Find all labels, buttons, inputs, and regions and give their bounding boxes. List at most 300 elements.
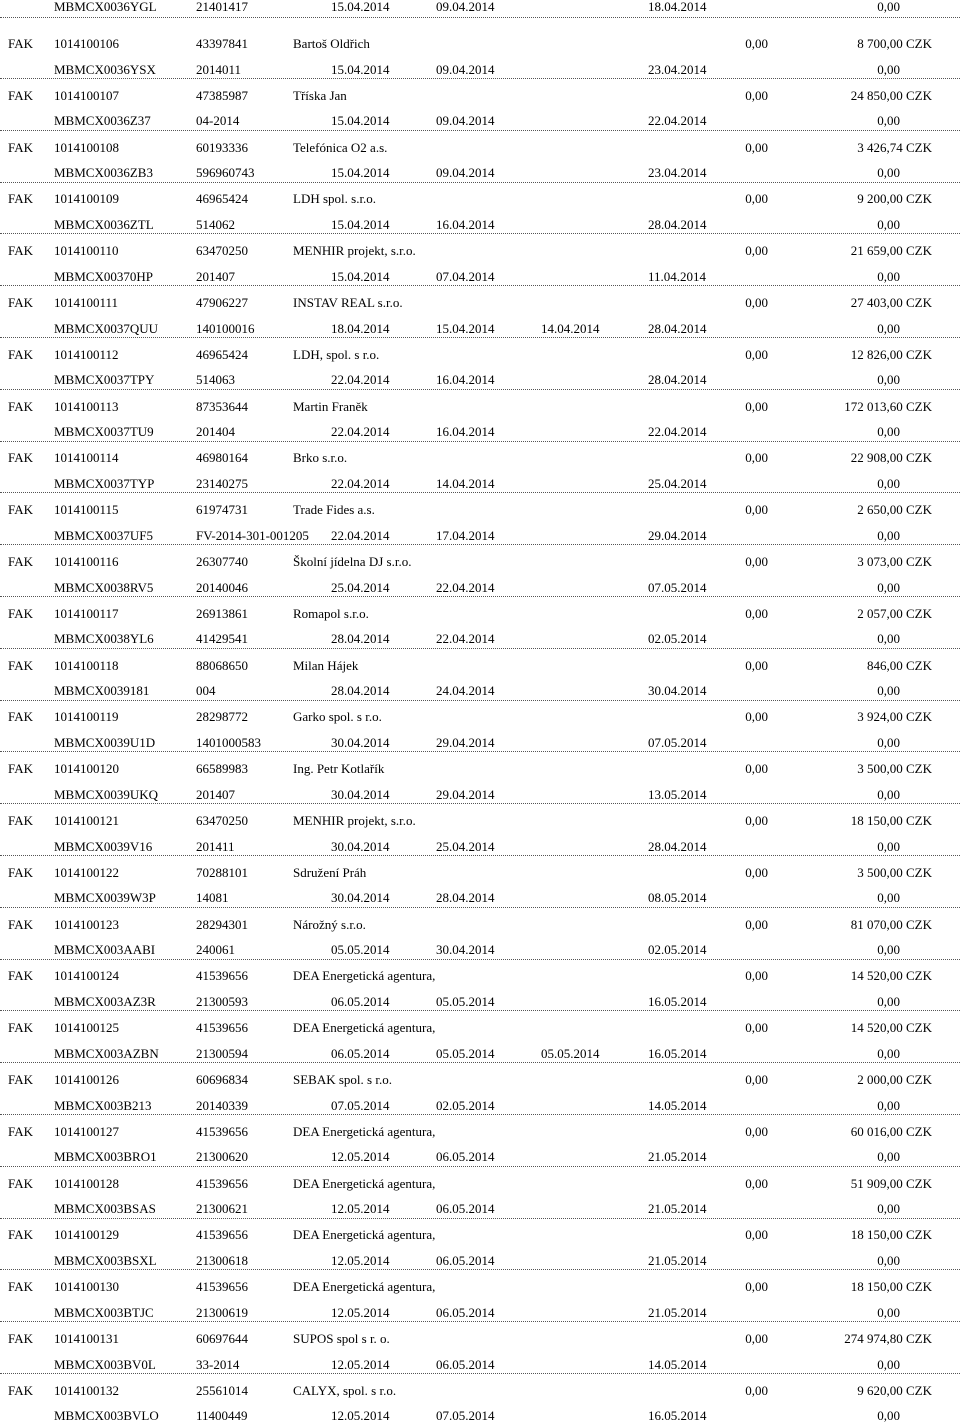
dotted-separator (0, 751, 960, 752)
dotted-separator (0, 1114, 960, 1115)
dotted-separator (0, 78, 960, 79)
document-number: 21300618 (196, 1253, 248, 1268)
bank-reference: MBMCX0037TPY (54, 372, 155, 387)
bank-reference: MBMCX003B213 (54, 1098, 152, 1113)
supplier-id: 25561014 (196, 1383, 248, 1398)
supplier-id: 63470250 (196, 243, 248, 258)
supplier-id: 46965424 (196, 191, 248, 206)
supplier-id: 41539656 (196, 1020, 248, 1035)
dotted-separator (0, 492, 960, 493)
invoice-header-row (0, 446, 960, 470)
invoice-header-row (0, 861, 960, 885)
dotted-separator (0, 700, 960, 701)
tax-date: 16.04.2014 (436, 372, 495, 387)
paid-amount: 0,00 (745, 88, 768, 103)
invoice-amount: 22 908,00 CZK (850, 450, 932, 465)
invoice-amount: 3 073,00 CZK (857, 554, 932, 569)
remaining-amount: 0,00 (877, 1253, 900, 1268)
tax-date: 14.04.2014 (436, 476, 495, 491)
invoice-amount: 18 150,00 CZK (850, 1279, 932, 1294)
bank-reference: MBMCX003BTJC (54, 1305, 154, 1320)
remaining-amount: 0,00 (877, 839, 900, 854)
bank-reference: MBMCX003AZBN (54, 1046, 159, 1061)
remaining-amount: 0,00 (877, 1201, 900, 1216)
invoice-number: 1014100106 (54, 36, 119, 51)
invoice-header-row (0, 32, 960, 56)
supplier-name: Bartoš Oldřich (293, 36, 370, 51)
document-type: FAK (8, 1124, 34, 1139)
document-number: 201411 (196, 839, 235, 854)
invoice-number: 1014100107 (54, 88, 119, 103)
receipt-date: 14.04.2014 (541, 321, 600, 336)
document-number: 201407 (196, 269, 235, 284)
paid-amount: 0,00 (745, 502, 768, 517)
tax-date: 06.05.2014 (436, 1357, 495, 1372)
document-number: 04-2014 (196, 113, 240, 128)
remaining-amount: 0,00 (877, 1305, 900, 1320)
document-number: 33-2014 (196, 1357, 240, 1372)
remaining-amount: 0,00 (877, 890, 900, 905)
supplier-id: 47906227 (196, 295, 248, 310)
invoice-amount: 2 650,00 CZK (857, 502, 932, 517)
remaining-amount: 0,00 (877, 683, 900, 698)
paid-amount: 0,00 (745, 1383, 768, 1398)
invoice-amount: 846,00 CZK (867, 658, 932, 673)
invoice-amount: 21 659,00 CZK (850, 243, 932, 258)
paid-amount: 0,00 (745, 243, 768, 258)
bank-reference: MBMCX0037UF5 (54, 528, 153, 543)
supplier-name: MENHIR projekt, s.r.o. (293, 813, 416, 828)
invoice-header-row (0, 1223, 960, 1247)
due-date: 07.05.2014 (648, 580, 707, 595)
paid-amount: 0,00 (745, 658, 768, 673)
tax-date: 25.04.2014 (436, 839, 495, 854)
issue-date: 15.04.2014 (331, 217, 390, 232)
issue-date: 30.04.2014 (331, 787, 390, 802)
document-number: 21401417 (196, 0, 248, 14)
paid-amount: 0,00 (745, 1124, 768, 1139)
invoice-number: 1014100108 (54, 140, 119, 155)
supplier-name: CALYX, spol. s r.o. (293, 1383, 397, 1398)
tax-date: 06.05.2014 (436, 1253, 495, 1268)
invoice-amount: 27 403,00 CZK (850, 295, 932, 310)
invoice-number: 1014100113 (54, 399, 119, 414)
invoice-number: 1014100112 (54, 347, 119, 362)
due-date: 16.05.2014 (648, 1046, 707, 1061)
invoice-header-row (0, 1172, 960, 1196)
paid-amount: 0,00 (745, 709, 768, 724)
tax-date: 22.04.2014 (436, 580, 495, 595)
invoice-header-row (0, 1379, 960, 1403)
due-date: 28.04.2014 (648, 372, 707, 387)
supplier-id: 43397841 (196, 36, 248, 51)
invoice-header-row (0, 136, 960, 160)
document-type: FAK (8, 36, 34, 51)
issue-date: 22.04.2014 (331, 372, 390, 387)
invoice-number: 1014100117 (54, 606, 119, 621)
document-type: FAK (8, 761, 34, 776)
invoice-header-row (0, 1016, 960, 1040)
supplier-name: SUPOS spol s r. o. (293, 1331, 390, 1346)
due-date: 28.04.2014 (648, 321, 707, 336)
due-date: 23.04.2014 (648, 62, 707, 77)
bank-reference: MBMCX003BRO1 (54, 1149, 157, 1164)
supplier-name: Martin Franěk (293, 399, 368, 414)
supplier-id: 60696834 (196, 1072, 248, 1087)
paid-amount: 0,00 (745, 1020, 768, 1035)
supplier-name: Trade Fides a.s. (293, 502, 375, 517)
tax-date: 16.04.2014 (436, 424, 495, 439)
bank-reference: MBMCX0036YSX (54, 62, 156, 77)
paid-amount: 0,00 (745, 968, 768, 983)
supplier-id: 41539656 (196, 1124, 248, 1139)
document-number: 21300620 (196, 1149, 248, 1164)
dotted-separator (0, 959, 960, 960)
invoice-number: 1014100131 (54, 1331, 119, 1346)
document-type: FAK (8, 1331, 34, 1346)
due-date: 21.05.2014 (648, 1201, 707, 1216)
document-number: 201407 (196, 787, 235, 802)
invoice-amount: 172 013,60 CZK (844, 399, 932, 414)
invoice-header-row (0, 1327, 960, 1351)
bank-reference: MBMCX003AZ3R (54, 994, 156, 1009)
bank-reference: MBMCX0036Z37 (54, 113, 151, 128)
bank-reference: MBMCX0037QUU (54, 321, 159, 336)
paid-amount: 0,00 (745, 865, 768, 880)
supplier-name: DEA Energetická agentura, (293, 1279, 436, 1294)
due-date: 18.04.2014 (648, 0, 707, 14)
document-number: 20140046 (196, 580, 248, 595)
document-type: FAK (8, 1383, 34, 1398)
invoice-header-row (0, 1068, 960, 1092)
bank-reference: MBMCX0038YL6 (54, 631, 154, 646)
tax-date: 24.04.2014 (436, 683, 495, 698)
issue-date: 06.05.2014 (331, 1046, 390, 1061)
dotted-separator (0, 1166, 960, 1167)
document-number: 596960743 (196, 165, 255, 180)
tax-date: 15.04.2014 (436, 321, 495, 336)
remaining-amount: 0,00 (877, 1098, 900, 1113)
invoice-amount: 3 500,00 CZK (857, 865, 932, 880)
document-type: FAK (8, 917, 34, 932)
document-type: FAK (8, 502, 34, 517)
bank-reference: MBMCX003BVLO (54, 1408, 159, 1423)
supplier-name: Milan Hájek (293, 658, 359, 673)
dotted-separator (0, 1373, 960, 1374)
issue-date: 15.04.2014 (331, 0, 390, 14)
issue-date: 12.05.2014 (331, 1149, 390, 1164)
dotted-separator (0, 337, 960, 338)
issue-date: 15.04.2014 (331, 165, 390, 180)
tax-date: 09.04.2014 (436, 62, 495, 77)
supplier-name: Tříska Jan (293, 88, 347, 103)
paid-amount: 0,00 (745, 36, 768, 51)
invoice-amount: 3 924,00 CZK (857, 709, 932, 724)
due-date: 02.05.2014 (648, 631, 707, 646)
tax-date: 29.04.2014 (436, 787, 495, 802)
bank-reference: MBMCX00370HP (54, 269, 153, 284)
tax-date: 09.04.2014 (436, 113, 495, 128)
bank-reference: MBMCX0036YGL (54, 0, 157, 14)
issue-date: 25.04.2014 (331, 580, 390, 595)
document-type: FAK (8, 1072, 34, 1087)
remaining-amount: 0,00 (877, 735, 900, 750)
invoice-number: 1014100116 (54, 554, 119, 569)
invoice-amount: 2 057,00 CZK (857, 606, 932, 621)
paid-amount: 0,00 (745, 606, 768, 621)
issue-date: 22.04.2014 (331, 424, 390, 439)
invoice-amount: 9 620,00 CZK (857, 1383, 932, 1398)
document-number: 240061 (196, 942, 235, 957)
invoice-number: 1014100129 (54, 1227, 119, 1242)
invoice-number: 1014100125 (54, 1020, 119, 1035)
supplier-name: Sdružení Práh (293, 865, 367, 880)
dotted-separator (0, 389, 960, 390)
issue-date: 22.04.2014 (331, 528, 390, 543)
invoice-number: 1014100120 (54, 761, 119, 776)
tax-date: 17.04.2014 (436, 528, 495, 543)
document-number: 2014011 (196, 62, 242, 77)
invoice-amount: 274 974,80 CZK (844, 1331, 932, 1346)
remaining-amount: 0,00 (877, 269, 900, 284)
invoice-header-row (0, 291, 960, 315)
invoice-amount: 18 150,00 CZK (850, 813, 932, 828)
issue-date: 12.05.2014 (331, 1305, 390, 1320)
supplier-name: DEA Energetická agentura, (293, 1227, 436, 1242)
invoice-amount: 51 909,00 CZK (850, 1176, 932, 1191)
remaining-amount: 0,00 (877, 0, 900, 14)
due-date: 22.04.2014 (648, 424, 707, 439)
tax-date: 06.05.2014 (436, 1149, 495, 1164)
invoice-number: 1014100109 (54, 191, 119, 206)
paid-amount: 0,00 (745, 140, 768, 155)
issue-date: 28.04.2014 (331, 683, 390, 698)
bank-reference: MBMCX0039UKQ (54, 787, 159, 802)
invoice-detail-row (0, 1404, 960, 1428)
invoice-header-row (0, 395, 960, 419)
document-type: FAK (8, 1279, 34, 1294)
document-number: 201404 (196, 424, 235, 439)
paid-amount: 0,00 (745, 1331, 768, 1346)
remaining-amount: 0,00 (877, 62, 900, 77)
tax-date: 06.05.2014 (436, 1201, 495, 1216)
tax-date: 09.04.2014 (436, 0, 495, 14)
invoice-header-row (0, 602, 960, 626)
supplier-id: 70288101 (196, 865, 248, 880)
dotted-separator (0, 233, 960, 234)
dotted-separator (0, 544, 960, 545)
due-date: 02.05.2014 (648, 942, 707, 957)
document-number: 1401000583 (196, 735, 261, 750)
bank-reference: MBMCX003BSXL (54, 1253, 157, 1268)
document-type: FAK (8, 191, 34, 206)
paid-amount: 0,00 (745, 813, 768, 828)
supplier-id: 63470250 (196, 813, 248, 828)
remaining-amount: 0,00 (877, 1149, 900, 1164)
invoice-header-row (0, 654, 960, 678)
invoice-number: 1014100128 (54, 1176, 119, 1191)
remaining-amount: 0,00 (877, 787, 900, 802)
tax-date: 09.04.2014 (436, 165, 495, 180)
invoice-header-row (0, 498, 960, 522)
supplier-id: 26913861 (196, 606, 248, 621)
dotted-separator (0, 441, 960, 442)
document-type: FAK (8, 295, 34, 310)
tax-date: 07.04.2014 (436, 269, 495, 284)
due-date: 08.05.2014 (648, 890, 707, 905)
invoice-header-row (0, 1120, 960, 1144)
invoice-amount: 24 850,00 CZK (850, 88, 932, 103)
issue-date: 18.04.2014 (331, 321, 390, 336)
invoice-number: 1014100132 (54, 1383, 119, 1398)
due-date: 21.05.2014 (648, 1305, 707, 1320)
issue-date: 28.04.2014 (331, 631, 390, 646)
paid-amount: 0,00 (745, 761, 768, 776)
paid-amount: 0,00 (745, 1227, 768, 1242)
document-type: FAK (8, 450, 34, 465)
supplier-id: 28298772 (196, 709, 248, 724)
dotted-separator (0, 182, 960, 183)
due-date: 11.04.2014 (648, 269, 707, 284)
document-type: FAK (8, 813, 34, 828)
remaining-amount: 0,00 (877, 994, 900, 1009)
invoice-amount: 8 700,00 CZK (857, 36, 932, 51)
tax-date: 30.04.2014 (436, 942, 495, 957)
invoice-number: 1014100121 (54, 813, 119, 828)
invoice-number: 1014100115 (54, 502, 119, 517)
invoice-header-row (0, 964, 960, 988)
remaining-amount: 0,00 (877, 217, 900, 232)
document-number: 140100016 (196, 321, 255, 336)
issue-date: 30.04.2014 (331, 839, 390, 854)
dotted-separator (0, 1062, 960, 1063)
paid-amount: 0,00 (745, 295, 768, 310)
invoice-amount: 81 070,00 CZK (850, 917, 932, 932)
tax-date: 29.04.2014 (436, 735, 495, 750)
invoice-header-row (0, 757, 960, 781)
bank-reference: MBMCX003BV0L (54, 1357, 156, 1372)
dotted-separator (0, 1010, 960, 1011)
document-type: FAK (8, 606, 34, 621)
tax-date: 06.05.2014 (436, 1305, 495, 1320)
invoice-number: 1014100122 (54, 865, 119, 880)
supplier-id: 41539656 (196, 1279, 248, 1294)
supplier-id: 66589983 (196, 761, 248, 776)
bank-reference: MBMCX0039W3P (54, 890, 156, 905)
invoice-header-row (0, 913, 960, 937)
remaining-amount: 0,00 (877, 476, 900, 491)
supplier-id: 87353644 (196, 399, 248, 414)
invoice-header-row (0, 809, 960, 833)
document-number: 21300593 (196, 994, 248, 1009)
bank-reference: MBMCX0036ZTL (54, 217, 154, 232)
supplier-id: 26307740 (196, 554, 248, 569)
paid-amount: 0,00 (745, 917, 768, 932)
invoice-amount: 14 520,00 CZK (850, 1020, 932, 1035)
supplier-id: 41539656 (196, 968, 248, 983)
invoice-number: 1014100130 (54, 1279, 119, 1294)
tax-date: 22.04.2014 (436, 631, 495, 646)
supplier-id: 61974731 (196, 502, 248, 517)
remaining-amount: 0,00 (877, 1046, 900, 1061)
issue-date: 30.04.2014 (331, 890, 390, 905)
due-date: 13.05.2014 (648, 787, 707, 802)
due-date: 21.05.2014 (648, 1253, 707, 1268)
supplier-id: 60697644 (196, 1331, 248, 1346)
due-date: 16.05.2014 (648, 1408, 707, 1423)
supplier-name: INSTAV REAL s.r.o. (293, 295, 403, 310)
issue-date: 12.05.2014 (331, 1201, 390, 1216)
supplier-name: Romapol s.r.o. (293, 606, 369, 621)
supplier-name: LDH spol. s.r.o. (293, 191, 377, 206)
paid-amount: 0,00 (745, 554, 768, 569)
supplier-id: 60193336 (196, 140, 248, 155)
due-date: 23.04.2014 (648, 165, 707, 180)
document-number: 41429541 (196, 631, 248, 646)
document-number: FV-2014-301-001205 (196, 528, 309, 543)
supplier-name: Ing. Petr Kotlařík (293, 761, 385, 776)
document-type: FAK (8, 1176, 34, 1191)
issue-date: 30.04.2014 (331, 735, 390, 750)
issue-date: 05.05.2014 (331, 942, 390, 957)
paid-amount: 0,00 (745, 1279, 768, 1294)
document-number: 21300621 (196, 1201, 248, 1216)
supplier-id: 46980164 (196, 450, 248, 465)
bank-reference: MBMCX0037TYP (54, 476, 155, 491)
invoice-header-row (0, 84, 960, 108)
invoice-amount: 9 200,00 CZK (857, 191, 932, 206)
bank-reference: MBMCX0039V16 (54, 839, 153, 854)
invoice-amount: 12 826,00 CZK (850, 347, 932, 362)
invoice-amount: 3 426,74 CZK (857, 140, 932, 155)
supplier-name: Nárožný s.r.o. (293, 917, 366, 932)
invoice-header-row (0, 187, 960, 211)
remaining-amount: 0,00 (877, 372, 900, 387)
dotted-separator (0, 855, 960, 856)
due-date: 30.04.2014 (648, 683, 707, 698)
document-type: FAK (8, 347, 34, 362)
document-number: 514063 (196, 372, 235, 387)
tax-date: 28.04.2014 (436, 890, 495, 905)
supplier-name: DEA Energetická agentura, (293, 1176, 436, 1191)
invoice-number: 1014100127 (54, 1124, 119, 1139)
tax-date: 05.05.2014 (436, 1046, 495, 1061)
document-type: FAK (8, 658, 34, 673)
document-number: 11400449 (196, 1408, 248, 1423)
remaining-amount: 0,00 (877, 580, 900, 595)
invoice-amount: 60 016,00 CZK (850, 1124, 932, 1139)
issue-date: 12.05.2014 (331, 1253, 390, 1268)
due-date: 25.04.2014 (648, 476, 707, 491)
issue-date: 07.05.2014 (331, 1098, 390, 1113)
paid-amount: 0,00 (745, 347, 768, 362)
invoice-header-row (0, 1275, 960, 1299)
remaining-amount: 0,00 (877, 424, 900, 439)
supplier-name: Brko s.r.o. (293, 450, 348, 465)
bank-reference: MBMCX003BSAS (54, 1201, 156, 1216)
document-number: 004 (196, 683, 216, 698)
issue-date: 12.05.2014 (331, 1357, 390, 1372)
dotted-separator (0, 285, 960, 286)
document-number: 21300594 (196, 1046, 248, 1061)
due-date: 28.04.2014 (648, 217, 707, 232)
due-date: 21.05.2014 (648, 1149, 707, 1164)
dotted-separator (0, 1218, 960, 1219)
supplier-name: DEA Energetická agentura, (293, 1124, 436, 1139)
invoice-header-row (0, 239, 960, 263)
dotted-separator (0, 803, 960, 804)
remaining-amount: 0,00 (877, 942, 900, 957)
